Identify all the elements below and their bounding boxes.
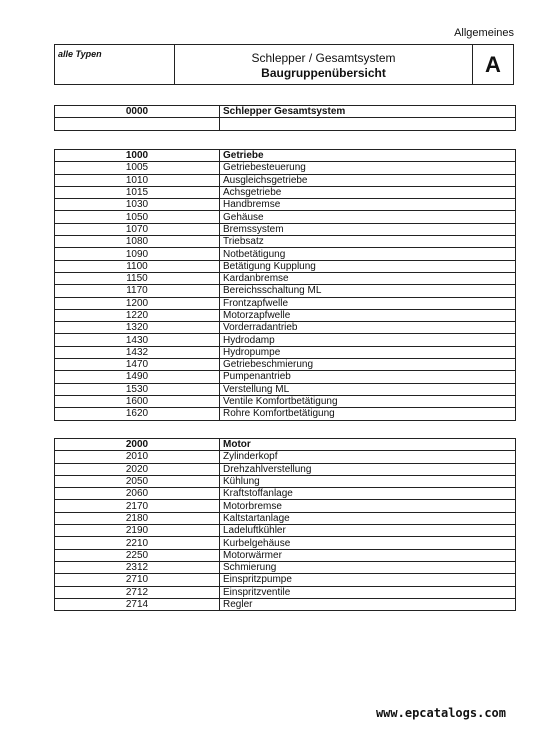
- item-name: Kraftstoffanlage: [220, 488, 516, 500]
- item-name: Betätigung Kupplung: [220, 260, 516, 272]
- item-name: Bereichsschaltung ML: [220, 285, 516, 297]
- table-row: [55, 272, 516, 284]
- group-table-0000: [54, 105, 516, 131]
- table-row: [55, 475, 516, 487]
- table-row: [55, 211, 516, 223]
- group-header-row: [55, 439, 516, 451]
- table-row: [55, 174, 516, 186]
- item-code: 1170: [55, 285, 220, 297]
- table-row: [55, 451, 516, 463]
- item-name: Motorzapfwelle: [220, 309, 516, 321]
- item-code: 2180: [55, 512, 220, 524]
- item-name: Hydrodamp: [220, 334, 516, 346]
- item-name: Ladeluftkühler: [220, 525, 516, 537]
- item-code: 1200: [55, 297, 220, 309]
- page-header: [54, 44, 514, 85]
- table-row: [55, 223, 516, 235]
- item-name: Kaltstartanlage: [220, 512, 516, 524]
- item-code: 1490: [55, 371, 220, 383]
- group-table-2000: [54, 438, 516, 611]
- item-name: [220, 118, 516, 130]
- item-name: Vorderradantrieb: [220, 322, 516, 334]
- table-row: [55, 598, 516, 610]
- group-code: 2000: [55, 439, 220, 451]
- table-row: [55, 186, 516, 198]
- item-name: Kurbelgehäuse: [220, 537, 516, 549]
- group-code: 1000: [55, 150, 220, 162]
- item-name: Motorwärmer: [220, 549, 516, 561]
- item-code: 1005: [55, 162, 220, 174]
- table-row: [55, 395, 516, 407]
- item-code: 2710: [55, 574, 220, 586]
- item-name: Getriebeschmierung: [220, 359, 516, 371]
- item-code: 2312: [55, 561, 220, 573]
- section-label: Allgemeines: [454, 27, 514, 39]
- table-row: [55, 549, 516, 561]
- item-code: 1320: [55, 322, 220, 334]
- table-row: [55, 334, 516, 346]
- item-code: 2050: [55, 475, 220, 487]
- table-row: [55, 199, 516, 211]
- table-row: [55, 500, 516, 512]
- item-name: Triebsatz: [220, 236, 516, 248]
- item-code: 1050: [55, 211, 220, 223]
- table-row: [55, 408, 516, 420]
- item-name: Frontzapfwelle: [220, 297, 516, 309]
- item-name: Kardanbremse: [220, 272, 516, 284]
- item-code: 2190: [55, 525, 220, 537]
- table-row: [55, 118, 516, 130]
- item-name: Drehzahlverstellung: [220, 463, 516, 475]
- table-row: [55, 383, 516, 395]
- group-header-row: [55, 150, 516, 162]
- item-name: Notbetätigung: [220, 248, 516, 260]
- table-row: [55, 285, 516, 297]
- item-code: 1070: [55, 223, 220, 235]
- page-title: Schlepper / Gesamtsystem: [251, 51, 396, 65]
- group-name: Motor: [220, 439, 516, 451]
- group-table-1000: [54, 149, 516, 421]
- item-name: Handbremse: [220, 199, 516, 211]
- item-name: Ventile Komfortbetätigung: [220, 395, 516, 407]
- table-row: [55, 236, 516, 248]
- item-name: Pumpenantrieb: [220, 371, 516, 383]
- item-code: 2714: [55, 598, 220, 610]
- item-code: 1080: [55, 236, 220, 248]
- item-code: 1100: [55, 260, 220, 272]
- item-name: Regler: [220, 598, 516, 610]
- item-code: 1430: [55, 334, 220, 346]
- item-code: [55, 118, 220, 130]
- item-name: Einspritzpumpe: [220, 574, 516, 586]
- item-name: Zylinderkopf: [220, 451, 516, 463]
- group-header-row: [55, 106, 516, 118]
- item-name: Hydropumpe: [220, 346, 516, 358]
- table-row: [55, 586, 516, 598]
- table-row: [55, 322, 516, 334]
- table-row: [55, 260, 516, 272]
- item-code: 2010: [55, 451, 220, 463]
- item-name: Kühlung: [220, 475, 516, 487]
- table-row: [55, 537, 516, 549]
- item-name: Schmierung: [220, 561, 516, 573]
- item-code: 1530: [55, 383, 220, 395]
- item-code: 2170: [55, 500, 220, 512]
- item-code: 1432: [55, 346, 220, 358]
- type-label: alle Typen: [55, 45, 175, 84]
- item-code: 1620: [55, 408, 220, 420]
- item-name: Gehäuse: [220, 211, 516, 223]
- item-code: 1470: [55, 359, 220, 371]
- table-row: [55, 346, 516, 358]
- item-code: 2712: [55, 586, 220, 598]
- item-code: 1600: [55, 395, 220, 407]
- item-code: 1015: [55, 186, 220, 198]
- item-code: 2250: [55, 549, 220, 561]
- item-code: 2060: [55, 488, 220, 500]
- item-name: Verstellung ML: [220, 383, 516, 395]
- item-code: 2210: [55, 537, 220, 549]
- table-row: [55, 297, 516, 309]
- table-row: [55, 525, 516, 537]
- item-name: Achsgetriebe: [220, 186, 516, 198]
- group-name: Getriebe: [220, 150, 516, 162]
- header-title-block: [175, 45, 472, 84]
- item-code: 2020: [55, 463, 220, 475]
- item-name: Rohre Komfortbetätigung: [220, 408, 516, 420]
- table-row: [55, 463, 516, 475]
- item-name: Bremssystem: [220, 223, 516, 235]
- table-row: [55, 309, 516, 321]
- footer-url: www.epcatalogs.com: [375, 706, 506, 720]
- table-row: [55, 561, 516, 573]
- item-code: 1030: [55, 199, 220, 211]
- page-subtitle: Baugruppenübersicht: [261, 66, 386, 80]
- item-name: Ausgleichsgetriebe: [220, 174, 516, 186]
- table-row: [55, 512, 516, 524]
- table-row: [55, 574, 516, 586]
- item-code: 1010: [55, 174, 220, 186]
- item-name: Getriebesteuerung: [220, 162, 516, 174]
- item-name: Motorbremse: [220, 500, 516, 512]
- group-name: Schlepper Gesamtsystem: [220, 106, 516, 118]
- item-name: Einspritzventile: [220, 586, 516, 598]
- table-row: [55, 162, 516, 174]
- group-code: 0000: [55, 106, 220, 118]
- table-row: [55, 371, 516, 383]
- section-letter: A: [472, 45, 513, 84]
- item-code: 1090: [55, 248, 220, 260]
- table-row: [55, 248, 516, 260]
- item-code: 1150: [55, 272, 220, 284]
- table-row: [55, 488, 516, 500]
- table-row: [55, 359, 516, 371]
- item-code: 1220: [55, 309, 220, 321]
